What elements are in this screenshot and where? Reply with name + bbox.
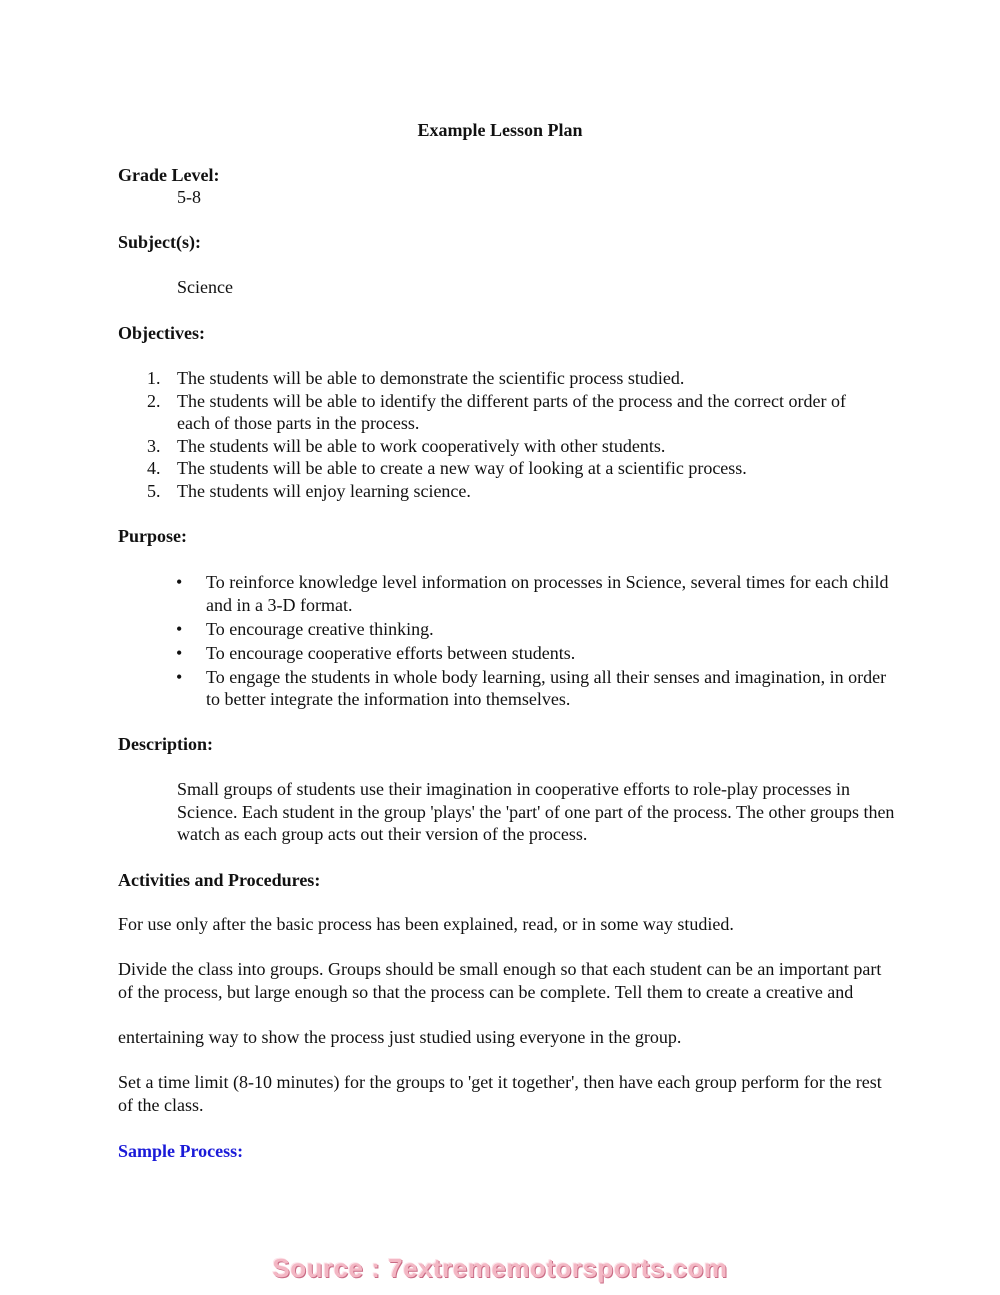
grade-level-value: 5-8: [177, 187, 201, 207]
objectives-heading: Objectives:: [118, 323, 205, 343]
list-item-text: The students will be able to create a new way of looking at a scientific process.: [177, 458, 747, 478]
grade-level-heading: Grade Level:: [118, 165, 220, 185]
description-text: Small groups of students use their imagination in cooperative efforts to role-play processes in Science. Each student in the group 'plays' the 'part' of one part of the process. The other groups then watch as each group acts out their version of the process.: [177, 779, 895, 844]
list-item-text: The students will enjoy learning science.: [177, 480, 471, 501]
list-item-number: 2.: [147, 390, 161, 411]
subjects-heading: Subject(s):: [118, 232, 201, 252]
list-item-number: 4.: [147, 458, 161, 478]
list-item-text: The students will be able to demonstrate the scientific process studied.: [177, 368, 685, 388]
list-item: [147, 390, 877, 435]
list-item-number: 3.: [147, 435, 161, 456]
list-item: • To engage the students in whole body learning, using all their senses and imagination, in order to better integrate the information into themselves.: [206, 666, 896, 711]
description-heading: Description:: [118, 734, 213, 754]
activities-paragraph-3: Set a time limit (8-10 minutes) for the groups to 'get it together', then have each group perform for the rest of the class.: [118, 1072, 882, 1115]
list-item: [147, 480, 877, 503]
activities-paragraph-1: For use only after the basic process has been explained, read, or in some way studied.: [118, 914, 734, 934]
list-item-number: 1.: [147, 368, 161, 388]
sample-process-heading: Sample Process:: [118, 1141, 244, 1161]
list-item-text: The students will be able to work cooperatively with other students.: [177, 435, 666, 456]
list-item-number: 5.: [147, 480, 161, 501]
list-item: [147, 435, 877, 458]
activities-paragraph-2a: Divide the class into groups. Groups should be small enough so that each student can be an important part of the process, but large enough so that the process can be complete. Tell them to create a creative and: [118, 959, 882, 1002]
page-title: Example Lesson Plan: [417, 120, 583, 140]
source-watermark: Source : 7extrememotorsports.com: [272, 1253, 728, 1283]
subjects-value: Science: [177, 277, 233, 297]
list-item: • To encourage cooperative efforts between students.: [206, 642, 896, 665]
objectives-list: [147, 367, 877, 502]
list-item: [147, 367, 877, 390]
list-item-text: The students will be able to identify the different parts of the process and the correct order of each of those parts in the process.: [177, 390, 846, 433]
purpose-heading: Purpose:: [118, 526, 187, 546]
list-item: • To reinforce knowledge level information on processes in Science, several times for each child and in a 3-D format.: [206, 571, 896, 616]
activities-paragraph-2b: entertaining way to show the process just studied using everyone in the group.: [118, 1027, 682, 1047]
activities-heading: Activities and Procedures:: [118, 870, 321, 890]
list-item: • To encourage creative thinking.: [206, 618, 896, 641]
purpose-list: [206, 571, 896, 712]
list-item: [147, 457, 877, 480]
